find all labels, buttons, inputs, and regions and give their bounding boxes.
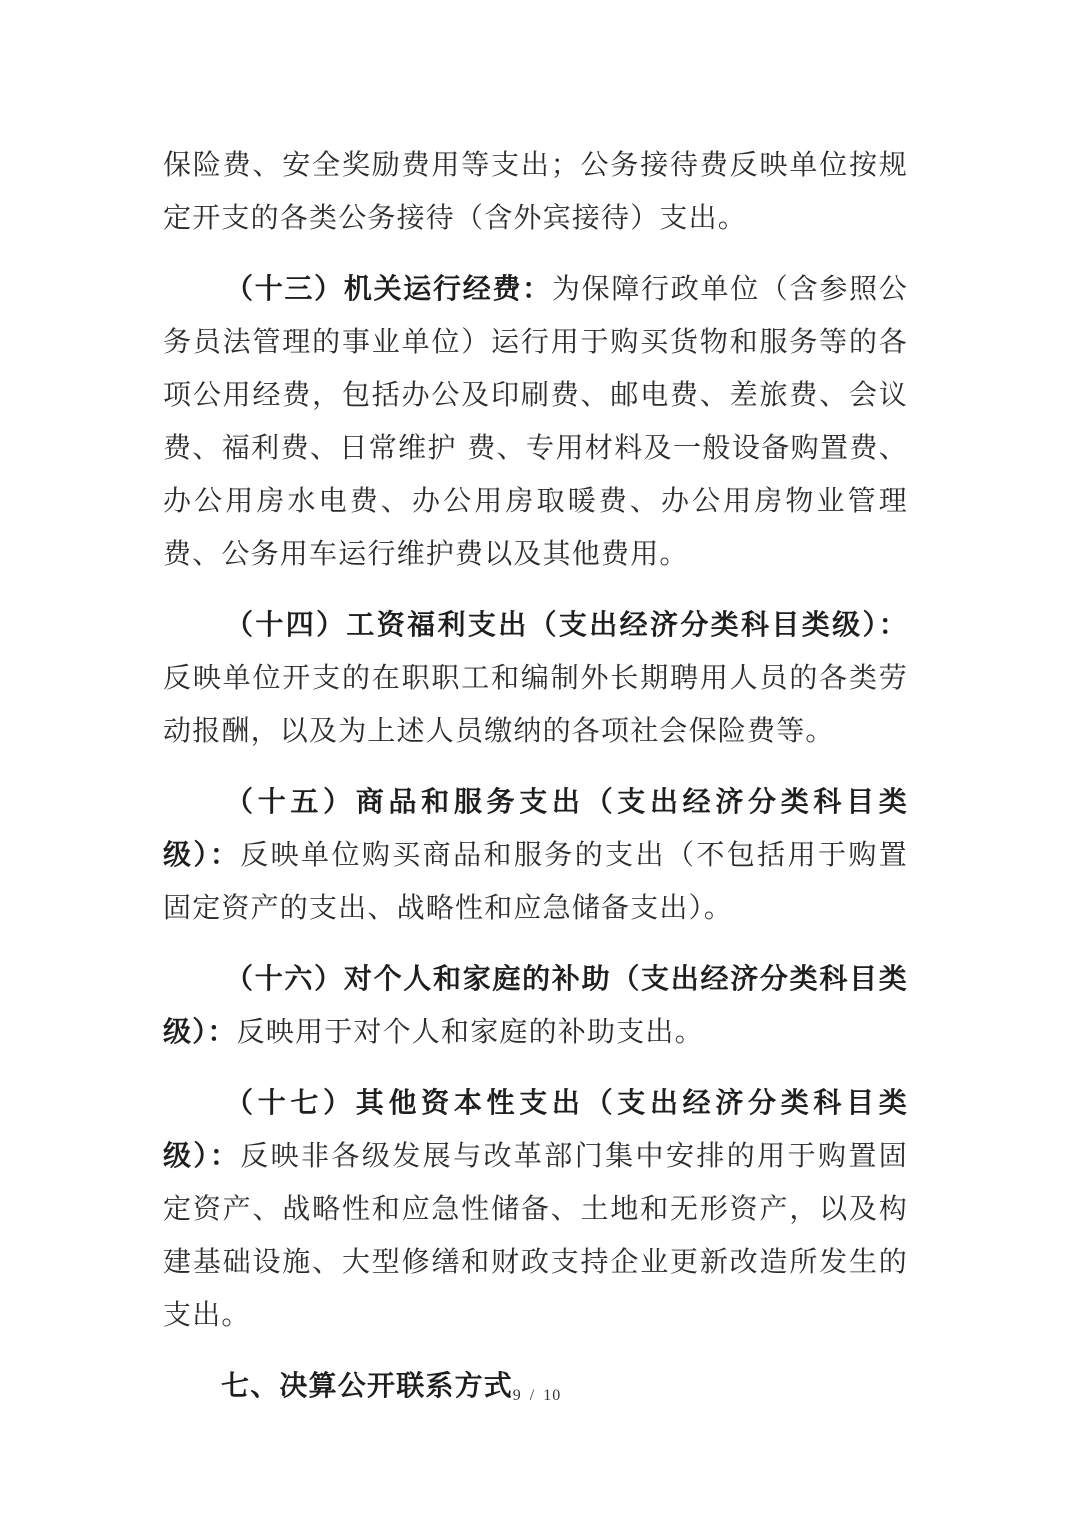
paragraph-heading: （十三）机关运行经费：	[225, 272, 552, 305]
current-page-number: 9	[512, 1387, 522, 1404]
paragraph-goods-services	[163, 775, 908, 934]
paragraph-text: 保险费、安全奖励费用等支出；公务接待费反映单位按规定开支的各类公务接待（含外宾接待）支出。	[163, 148, 908, 234]
total-page-count: 10	[543, 1387, 562, 1404]
paragraph-text: 反映用于对个人和家庭的补助支出。	[236, 1015, 704, 1048]
paragraph-other-capital-expenditure	[163, 1076, 908, 1341]
paragraph-heading: （十四）工资福利支出（支出经济分类科目类级）：	[225, 608, 908, 641]
paragraph-text: 为保障行政单位（含参照公务员法管理的事业单位）运行用于购买货物和服务等的各项公用经费，包括办公及印刷费、邮电费、差旅费、会议费、福利费、日常维护 费、专用材料及一般设备购置费、办公用房水电费、办公用房取暖费、办公用房物业管理费、公务用车运行维护费以及其他费用。	[163, 272, 909, 570]
document-body	[163, 138, 908, 1412]
paragraph-household-subsidies	[163, 952, 908, 1058]
paragraph-wages-benefits	[163, 598, 908, 757]
section-title-contact: 七、决算公开联系方式	[221, 1369, 514, 1402]
paragraph-insurance-reception	[163, 138, 908, 244]
paragraph-heading: （十七）其他资本性支出（支出经济分类科目类级）：	[163, 1086, 908, 1172]
page-separator: /	[529, 1387, 536, 1404]
paragraph-heading: （十五）商品和服务支出（支出经济分类科目类级）：	[163, 785, 908, 871]
paragraph-text: 反映单位开支的在职职工和编制外长期聘用人员的各类劳动报酬，以及为上述人员缴纳的各项社会保险费等。	[163, 661, 908, 747]
page-number-footer	[0, 1387, 1074, 1405]
paragraph-heading: （十六）对个人和家庭的补助（支出经济分类科目类级）：	[163, 962, 908, 1048]
paragraph-office-operating-expenses	[163, 262, 908, 580]
paragraph-text: 反映非各级发展与改革部门集中安排的用于购置固定资产、战略性和应急性储备、土地和无形资产，以及构建基础设施、大型修缮和财政支持企业更新改造所发生的支出。	[163, 1139, 908, 1331]
paragraph-text: 反映单位购买商品和服务的支出（不包括用于购置固定资产的支出、战略性和应急储备支出）。	[163, 838, 908, 924]
